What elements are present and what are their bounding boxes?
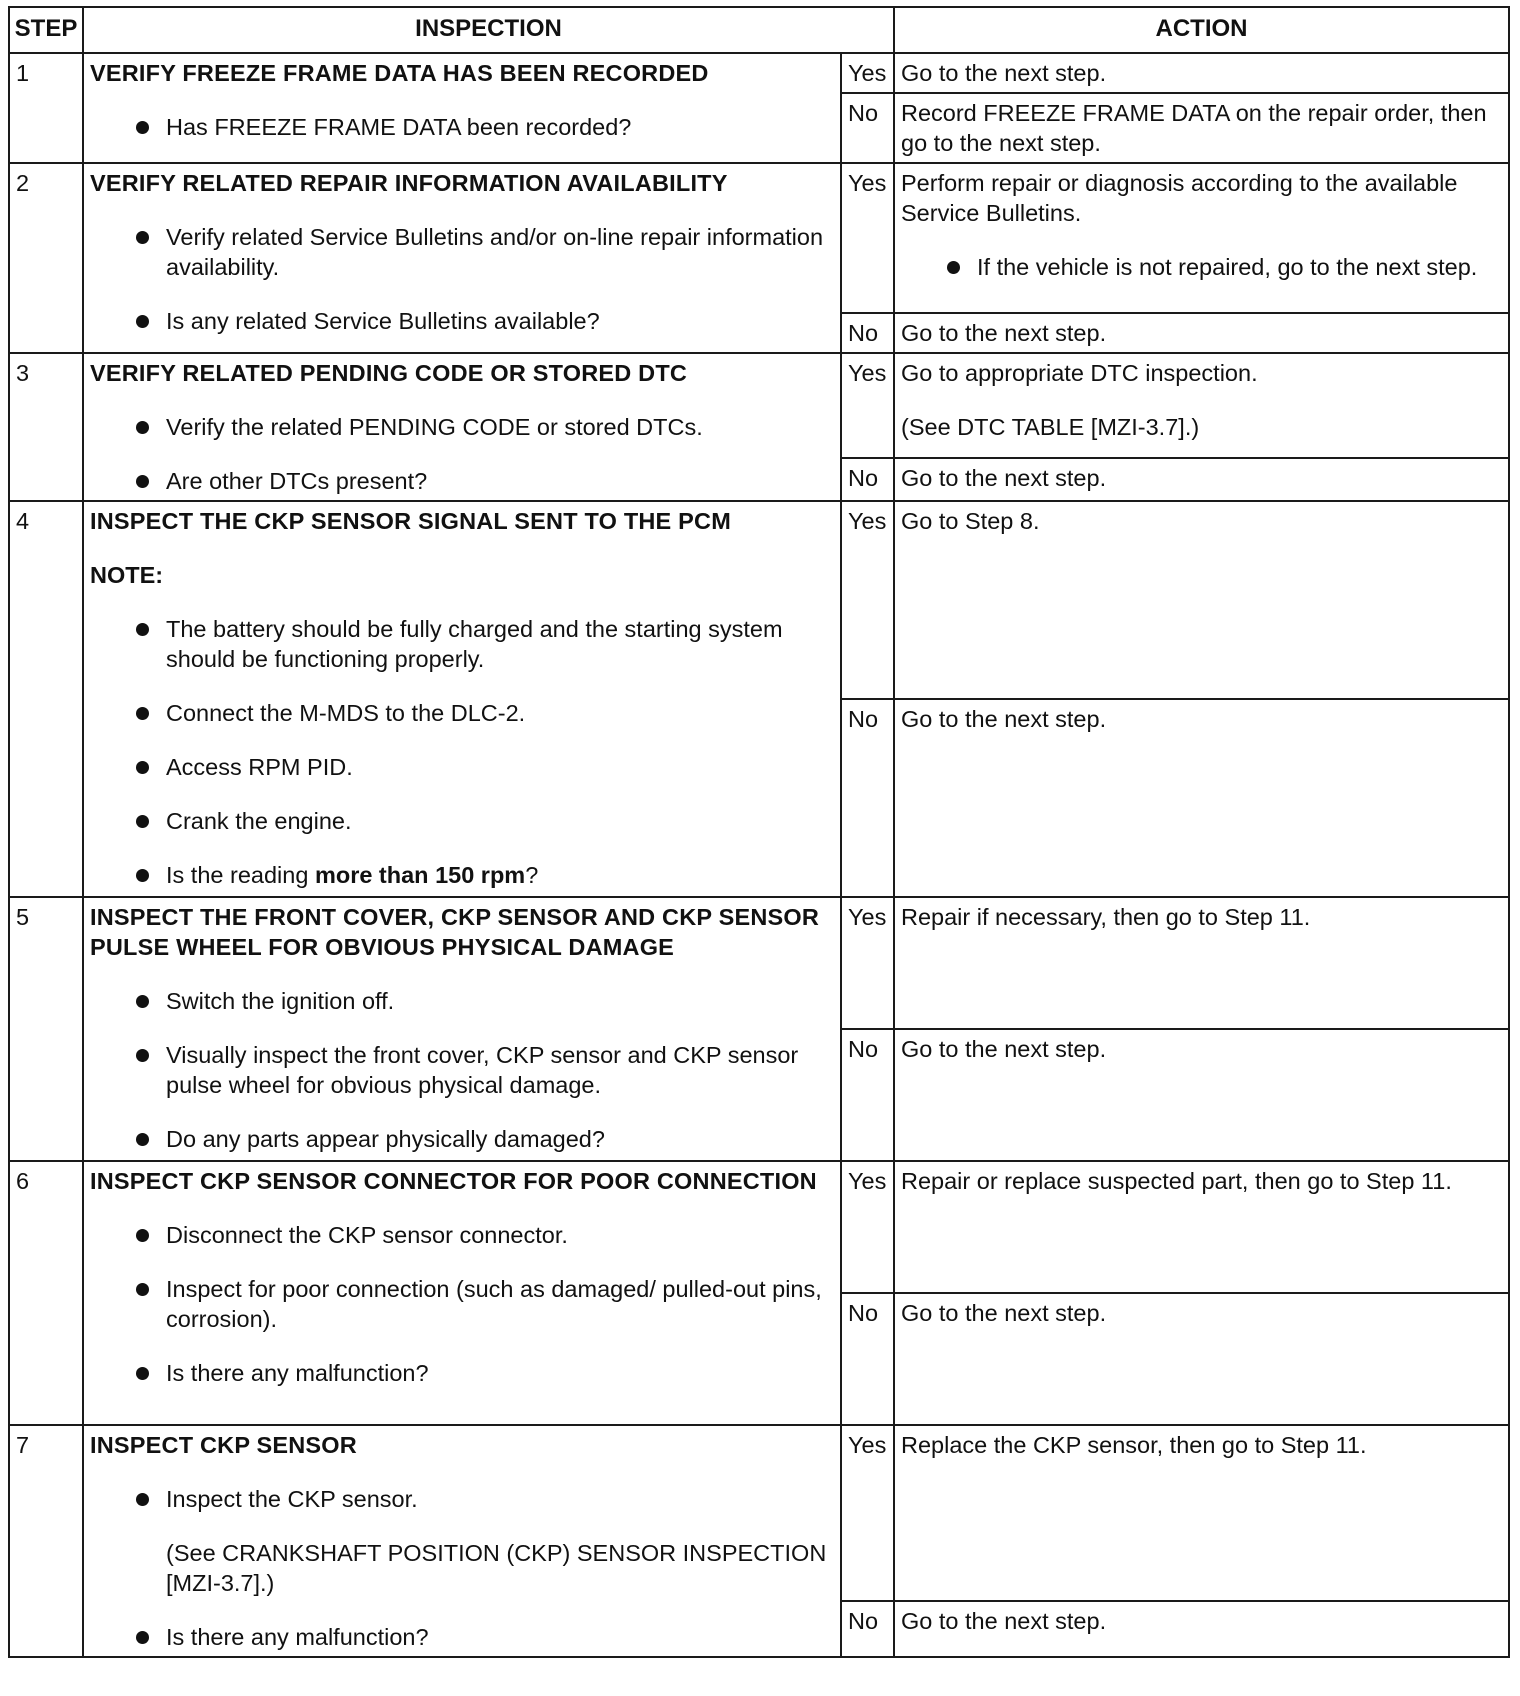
no-action: Go to the next step. — [894, 1029, 1509, 1161]
step-row-7-yes — [9, 1425, 1509, 1601]
step-number: 3 — [9, 353, 83, 501]
bullet-reference: (See CRANKSHAFT POSITION (CKP) SENSOR INSPECTION [MZI-3.7].) — [166, 1540, 827, 1596]
inspection-sheet — [8, 6, 1510, 1658]
bullet-emphasis: more than 150 rpm — [314, 862, 526, 888]
step-row-3-yes — [9, 353, 1509, 458]
yes-label: Yes — [841, 1161, 894, 1293]
inspection-bullet: Verify the related PENDING CODE or stored DTCs. — [134, 412, 834, 442]
step-number: 7 — [9, 1425, 83, 1657]
inspection-bullets — [90, 222, 834, 336]
action-header: ACTION — [894, 7, 1509, 53]
yes-label: Yes — [841, 163, 894, 313]
bullet-text-end: ? — [525, 862, 539, 888]
no-label: No — [841, 699, 894, 897]
inspection-title: INSPECT THE FRONT COVER, CKP SENSOR AND CKP SENSOR PULSE WHEEL FOR OBVIOUS PHYSICAL DAMAGE — [90, 904, 820, 960]
yes-label: Yes — [841, 897, 894, 1029]
inspection-bullet: Disconnect the CKP sensor connector. — [134, 1220, 834, 1250]
step-row-2-yes — [9, 163, 1509, 313]
yes-action: Go to Step 8. — [894, 501, 1509, 699]
yes-action: Repair or replace suspected part, then go to Step 11. — [894, 1161, 1509, 1293]
inspection-bullet: Is any related Service Bulletins available? — [134, 306, 834, 336]
inspection-cell — [83, 1425, 841, 1657]
inspection-bullet: The battery should be fully charged and the starting system should be functioning properly. — [134, 614, 834, 674]
inspection-bullets — [90, 614, 834, 890]
no-action: Go to the next step. — [894, 1601, 1509, 1658]
inspection-bullet: Verify related Service Bulletins and/or on-line repair information availability. — [134, 222, 834, 282]
step-number: 2 — [9, 163, 83, 353]
no-label: No — [841, 1293, 894, 1425]
yes-action: Perform repair or diagnosis according to the available Service Bulletins. — [901, 170, 1458, 226]
inspection-title: INSPECT CKP SENSOR — [90, 1432, 357, 1458]
inspection-cell — [83, 163, 841, 353]
bullet-text: Is the reading — [166, 862, 315, 888]
inspection-bullet: Crank the engine. — [134, 806, 834, 836]
yes-action: Repair if necessary, then go to Step 11. — [894, 897, 1509, 1029]
header-row — [9, 7, 1509, 53]
yes-action: Go to the next step. — [894, 53, 1509, 93]
inspection-bullet: Is there any malfunction? — [134, 1622, 834, 1652]
no-action: Go to the next step. — [894, 699, 1509, 897]
inspection-cell — [83, 897, 841, 1161]
inspection-title: INSPECT THE CKP SENSOR SIGNAL SENT TO THE PCM — [90, 508, 731, 534]
step-row-4-yes — [9, 501, 1509, 699]
yes-label: Yes — [841, 53, 894, 93]
action-bullet: If the vehicle is not repaired, go to the next step. — [945, 252, 1502, 282]
step-row-5-yes — [9, 897, 1509, 1029]
step-number: 5 — [9, 897, 83, 1161]
yes-action: Replace the CKP sensor, then go to Step 11. — [894, 1425, 1509, 1601]
inspection-bullet: Do any parts appear physically damaged? — [134, 1124, 834, 1154]
inspection-bullet: Visually inspect the front cover, CKP sensor and CKP sensor pulse wheel for obvious physical damage. — [134, 1040, 834, 1100]
diagnostic-table — [8, 6, 1510, 1658]
no-label: No — [841, 93, 894, 163]
step-number: 1 — [9, 53, 83, 163]
inspection-cell — [83, 353, 841, 501]
inspection-title: VERIFY RELATED REPAIR INFORMATION AVAILABILITY — [90, 170, 728, 196]
inspection-cell — [83, 53, 841, 163]
inspection-cell — [83, 1161, 841, 1425]
inspection-bullet: Inspect for poor connection (such as damaged/ pulled-out pins, corrosion). — [134, 1274, 834, 1334]
inspection-bullet: Access RPM PID. — [134, 752, 834, 782]
inspection-header: INSPECTION — [83, 7, 894, 53]
yes-label: Yes — [841, 353, 894, 458]
inspection-bullet: Connect the M-MDS to the DLC-2. — [134, 698, 834, 728]
inspection-bullet: Are other DTCs present? — [134, 466, 834, 496]
yes-label: Yes — [841, 1425, 894, 1601]
yes-action: Go to appropriate DTC inspection. — [901, 360, 1258, 386]
no-action: Record FREEZE FRAME DATA on the repair order, then go to the next step. — [894, 93, 1509, 163]
inspection-bullets — [90, 1220, 834, 1388]
inspection-title: VERIFY RELATED PENDING CODE OR STORED DTC — [90, 360, 688, 386]
note-label: NOTE: — [90, 562, 164, 588]
no-label: No — [841, 1029, 894, 1161]
yes-label: Yes — [841, 501, 894, 699]
step-row-6-yes — [9, 1161, 1509, 1293]
no-action: Go to the next step. — [894, 458, 1509, 501]
step-number: 4 — [9, 501, 83, 897]
step-header: STEP — [9, 7, 83, 53]
no-label: No — [841, 458, 894, 501]
inspection-bullet — [134, 1484, 834, 1598]
bullet-text: Inspect the CKP sensor. — [166, 1486, 418, 1512]
action-bullets — [901, 252, 1502, 282]
inspection-bullet: Has FREEZE FRAME DATA been recorded? — [134, 112, 834, 142]
no-action: Go to the next step. — [894, 313, 1509, 353]
inspection-bullet-rpm — [134, 860, 834, 890]
inspection-bullets — [90, 112, 834, 142]
no-action: Go to the next step. — [894, 1293, 1509, 1425]
yes-action-cell — [894, 163, 1509, 313]
inspection-bullet: Is there any malfunction? — [134, 1358, 834, 1388]
inspection-bullets — [90, 412, 834, 496]
inspection-bullets — [90, 1484, 834, 1652]
no-label: No — [841, 1601, 894, 1658]
inspection-cell — [83, 501, 841, 897]
inspection-bullet: Switch the ignition off. — [134, 986, 834, 1016]
no-label: No — [841, 313, 894, 353]
inspection-title: INSPECT CKP SENSOR CONNECTOR FOR POOR CONNECTION — [90, 1168, 817, 1194]
yes-action-cell — [894, 353, 1509, 458]
yes-action-reference: (See DTC TABLE [MZI-3.7].) — [901, 414, 1200, 440]
step-number: 6 — [9, 1161, 83, 1425]
inspection-title: VERIFY FREEZE FRAME DATA HAS BEEN RECORDED — [90, 60, 709, 86]
inspection-bullets — [90, 986, 834, 1154]
step-row-1-yes — [9, 53, 1509, 93]
